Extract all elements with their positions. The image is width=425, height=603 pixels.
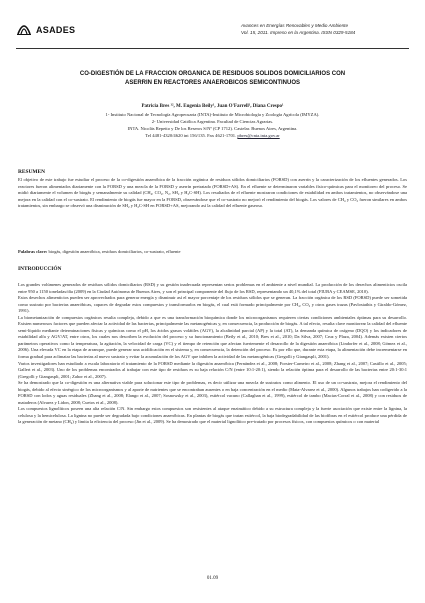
affiliation-contact	[22, 132, 403, 139]
title-line-2: ASERRIN EN REACTORES ANAEROBICOS SEMICONTINUOS	[124, 80, 301, 86]
page-header	[16, 18, 409, 46]
header-rule	[16, 48, 409, 49]
author-list: Patricia Bres ¹², M. Eugenia Beily¹, Juan O'Farrell¹, Diana Crespo¹	[141, 104, 284, 109]
keywords-text: biogás, digestión anaeróbica, residuos domiciliarios, co-sustrato, efluente	[47, 249, 181, 254]
affiliations	[22, 111, 403, 139]
phone-fax: Tel 4481-4320/4620 int 156/135. Fax 4621-1701.	[145, 133, 237, 138]
affiliation-address: INTA. Nicolás Repetto y De los Reseros S/Nº (CP 1712). Castelar. Buenos Aires, Argentina.	[127, 126, 298, 131]
title-line-1: CO-DIGESTIÓN DE LA FRACCION ORGANICA DE RESIDUOS SOLIDOS DOMICILIARIOS CON	[79, 71, 346, 77]
asades-logo	[16, 18, 75, 36]
paper-title	[22, 70, 403, 88]
intro-paragraph-1: Los grandes volúmenes generados de residuos sólidos domiciliarios (RSD) y su gestión inadecuada representan serios problemas en el ambiente a nivel mundial. La producción de los desechos alimenticios oscila entre 950 a 1150 toneladas/día (2009) en la Ciudad Autónoma de Buenos Aires, y son el principal componente del flujo de los RSD, representando un 40,1% del total (FIUBA y CEAMSE, 2010).	[18, 282, 407, 294]
email-link[interactable]: pbres@cnia.inta.gov.ar	[237, 133, 280, 138]
resumen-paragraph: El objetivo de este trabajo fue estudiar el proceso de la co-digestión anaeróbica de la fracción orgánica de residuos sólidos domiciliarios (FORSD) con aserrín y la caracterización de los efluentes generados. Los reactores fueron alimentados diariamente con la FORSD y una mezcla de la FORSD y aserrín pretratado (FORSD+AS). En el efluente se determinaron variables físico-químicas para el monitoreo del proceso. Se midió diariamente el volumen de biogás y semanalmente su calidad (CH₄, CO₂, N₂, SH₂ y H₂C-SH). Los resultados de el efluente mostraron condiciones de estabilidad en ambos tratamientos, no observándose una mejora en la calidad con el co-sustrato. El rendimiento de biogás fue mayor en la FORSD, observándose que el co-sustrato no mejoró el rendimiento del biogás. Los valores de CH₄ y CO₂ fueron similares en ambos tratamientos, sin embargo se observó una disminución de SH₂ y H₂C-SH en FORSD+AS, mejorando así la calidad del efluente gaseoso.	[18, 177, 407, 209]
page-number: 01.09	[206, 576, 219, 581]
journal-volume: Vol. 15, 2011. Impreso en la Argentina. ISSN 0329-5184	[241, 30, 356, 35]
journal-info	[241, 22, 409, 36]
intro-paragraph-6: Los compuestos lignolíticos poseen una alta relación C/N. Sin embargo estos compuestos son resistentes al ataque enzimático debido a su estructura compleja y la fuerte asociación que existe entre la lignina, la celulosa y la hemicelulosa. La lignina no puede ser degradada bajo condiciones anaeróbicas. En plantas de biogás que tratan estiércol, la baja biodegradabilidad de las biofibras en el estiércol produce una pérdida de la generación de metano (CH₄) y limita la eficiencia del proceso (Jin et al., 2009). Se ha demostrado que el material lignolítico pre-tratado por procesos físicos, con compuestos químicos o con material	[18, 406, 407, 425]
logo-text: ASADES	[36, 25, 76, 35]
intro-paragraph-2: Estos desechos alimenticios pueden ser aprovechados para generar energía y disminuir así el mayor porcentaje de los residuos sólidos que se generan. La fracción orgánica de los RSD (FORSD) puede ser sometida como sustrato por bacterias anaeróbicas, capaces de degradar estos compuestos y transformarlos en biogás, el cual está formado principalmente por CH₄, CO₂ y otros gases trazas (Pavlostathis y Giraldo-Gómez, 1991).	[18, 295, 407, 314]
resumen-heading: RESUMEN	[18, 169, 45, 175]
sun-logo-icon	[16, 18, 32, 36]
intro-heading: INTRODUCCIÓN	[18, 266, 62, 272]
intro-paragraph-4: Varios investigadores han estudiado a escala laboratorio el tratamiento de la FORSD mediante la digestión anaeróbica (Fernández et al., 2008; Forster-Carneiro et al., 2008; Zhang et al., 2007; Castillo et al., 2005; Gallert et al., 2003). Uno de los problemas encontrados al trabajar con este tipo de residuos es su baja relación C/N (entre 10:1-20:1), siendo la relación óptima para el desarrollo de las bacterias entre 20:1-30:1 (Gregolli y Giangaspli, 2001; Zahor et al., 2007).	[18, 360, 407, 379]
affiliation-1: 1- Instituto Nacional de Tecnología Agropecuaria (INTA)-Instituto de Microbiología y Zoología Agrícola (IMYZA).	[105, 112, 320, 117]
intro-paragraph-5: Se ha demostrado que la co-digestión es una alternativa viable para solucionar este tipo de problemas, es decir utilizar una mezcla de sustratos como alimento. El uso de un co-sustrato, mejora el rendimiento del biogás, debido al efecto sinérgico de los microorganismos y al aporte de nutrientes que se encontraban ausentes o en baja concentración en el medio (Mata-Alvarez et al., 2000). Algunos trabajos han codigerido a la FORSD con lodos y aguas residuales (Zhang et al., 2008; Elango et al., 2007; Sosnowsky et al., 2003), estiércol vacuno (Callaghan et al., 1999), estiércol de tambo (Macias-Corral et al., 2008) y con residuos de mataderos (Alvarez y Lidon, 2008; Cuetos et al., 2008).	[18, 380, 407, 405]
intro-paragraph-3: La biometanización de compuestos orgánicos resulta compleja, debido a que es una transformación bioquímica donde los microorganismos requieren ciertas condiciones ambientales óptimas para su desarrollo. Existen numerosos factores que pueden afectar la actividad de las bacterias, principalmente las metanogénicas y, en consecuencia, la producción de biogás. A tal efecto, resulta clave monitorear la calidad del efluente semi-líquido mediante determinaciones físicas y químicas como el pH, los ácidos grasos volátiles (AGV), la alcalinidad parcial (AP) y la total (AT), la demanda química de oxígeno (DQO) y los indicadores de estabilidad alfa y AGV/AT, entre otros, los cuales nos describen la evolución del proceso y su funcionamiento (Beily et al., 2010; Bres et al., 2010; Da Silva, 2007; Cruz y Plaza, 2004). Además existen ciertos parámetros operativos como la temperatura, la agitación, la velocidad de carga (VC) y el tiempo de retención que afectan fuertemente el desarrollo de la digestión anaeróbica (Lindorfer et al., 2008; Gómez et al., 2006). Una elevada VC en la etapa de arranque, puede generar una acidificación en el sistema y, en consecuencia, la detención del proceso. Es por ello que, durante esta etapa, la alimentación debe incrementarse en forma gradual para aclimatar las bacterias al nuevo sustrato y evitar la acumulación de los AGV que inhiben la actividad de las metanogénicas (Gregolli y Giangaspli, 2001).	[18, 314, 407, 360]
affiliation-2: 2- Universidad Católica Argentina. Facultad de Ciencias Agrarias.	[151, 119, 274, 124]
keywords	[18, 249, 407, 256]
resumen-text	[18, 177, 407, 210]
journal-name: Avances en Energías Renovables y Medio Ambiente	[241, 23, 348, 28]
keywords-label: Palabras clave:	[18, 249, 48, 254]
intro-text	[18, 282, 407, 426]
